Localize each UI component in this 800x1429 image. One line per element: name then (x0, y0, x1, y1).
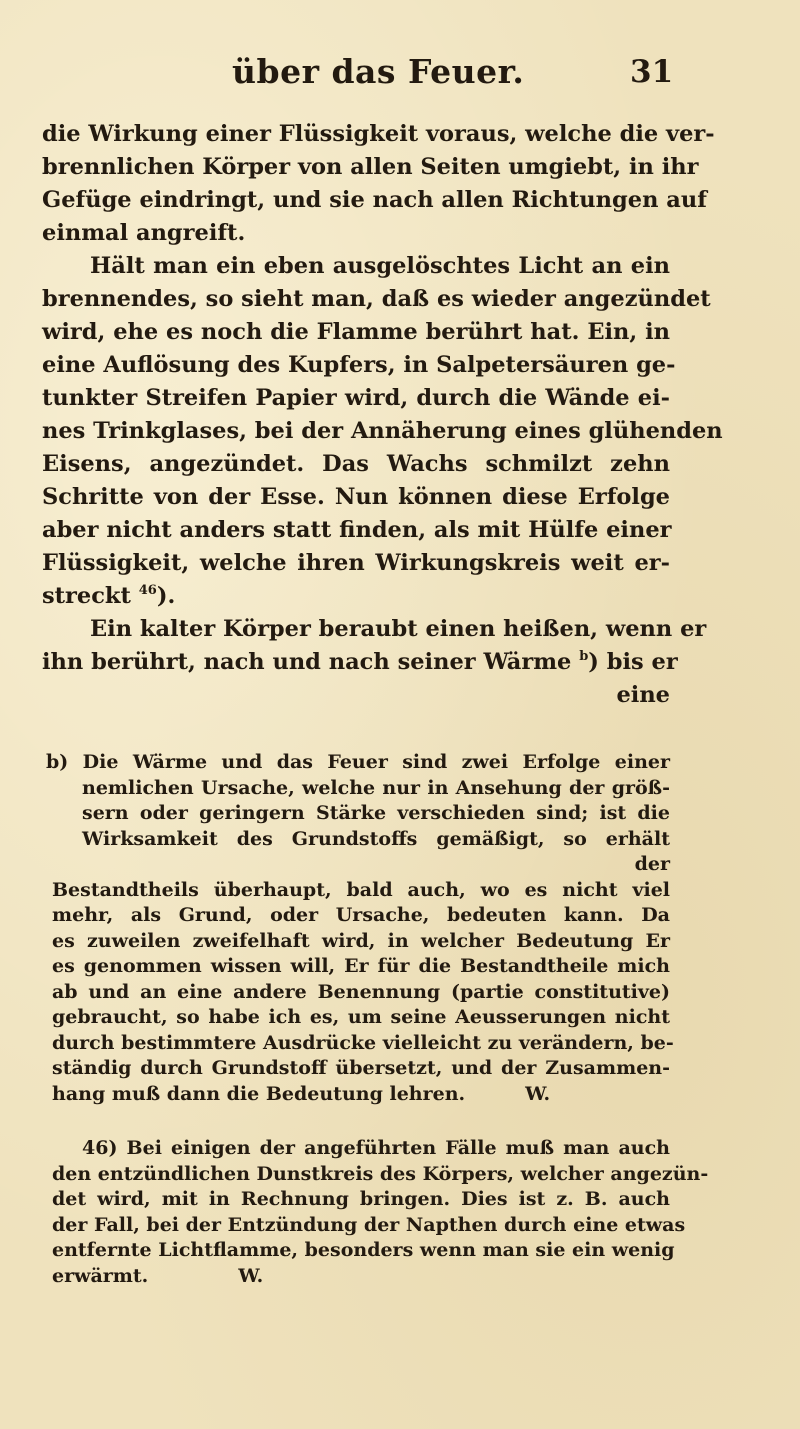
text-line: einmal angreift. (42, 220, 246, 246)
footnote-line: b) Die Wärme und das Feuer sind zwei Erfolge einer (46, 751, 670, 773)
text-line: Hält man ein eben ausgelöschtes Licht an ein (90, 253, 670, 279)
footnote-ref-b[interactable]: b (579, 649, 589, 664)
footnote-line: Wirksamkeit des Grundstoffs gemäßigt, so erhält (82, 827, 670, 850)
text-line: wird, ehe es noch die Flamme berührt hat. Ein, in (42, 319, 670, 345)
footnote-line (52, 1264, 670, 1290)
footnote-line: es zuweilen zweifelhaft wird, in welcher Bedeutung Er (52, 929, 670, 952)
footnote-b (46, 750, 674, 1107)
text-line: brennendes, so sieht man, daß es wieder angezündet (42, 286, 711, 312)
text-line: nes Trinkglases, bei der Annäherung eines glühenden (42, 418, 723, 444)
footnote-line: den entzündlichen Dunstkreis des Körpers, welcher angezün- (52, 1162, 709, 1185)
catchword: eine (616, 682, 670, 708)
text-fragment: hang muß dann die Bedeutung lehren. (52, 1082, 466, 1105)
footnote-line: ständig durch Grundstoff übersetzt, und der Zusammen- (52, 1057, 670, 1079)
page-number: 31 (630, 54, 674, 90)
text-line: Gefüge eindringt, und sie nach allen Richtungen auf (42, 187, 707, 213)
text-fragment: bis er (606, 649, 678, 675)
text-line (42, 646, 678, 679)
footnote-line: es genommen wissen will, Er für die Bestandtheile mich (52, 955, 670, 977)
text-fragment: ) (588, 649, 599, 675)
text-line: aber nicht anders statt finden, als mit Hülfe einer (42, 517, 672, 543)
footnote-line: ab und an eine andere Benennung (partie constitutive) (52, 980, 670, 1003)
text-fragment: streckt (42, 583, 131, 609)
footnote-line: nemlichen Ursache, welche nur in Ansehung der größ- (82, 776, 670, 799)
running-head (0, 52, 800, 92)
footnote-line: gebraucht, so habe ich es, um seine Aeusserungen nicht (52, 1006, 670, 1028)
translator-signature: W. (525, 1082, 551, 1105)
text-line: tunkter Streifen Papier wird, durch die Wände ei- (42, 385, 670, 411)
text-fragment: ). (156, 583, 176, 609)
footnote-line: mehr, als Grund, oder Ursache, bedeuten kann. Da (52, 904, 670, 926)
footnote-line: det wird, mit in Rechnung bringen. Dies ist z. B. auch (52, 1188, 670, 1210)
footnote-line: durch bestimmtere Ausdrücke vielleicht zu verändern, be- (52, 1031, 674, 1054)
text-line: die Wirkung einer Flüssigkeit voraus, welche die ver- (42, 121, 715, 147)
text-line: Ein kalter Körper beraubt einen heißen, wenn er (90, 616, 707, 642)
text-line (42, 580, 670, 613)
text-line: brennlichen Körper von allen Seiten umgiebt, in ihr (42, 154, 699, 180)
main-text (42, 118, 723, 712)
running-title: über das Feuer. (232, 52, 525, 91)
text-fragment: ihn berührt, nach und nach seiner Wärme (42, 649, 572, 675)
text-fragment: erwärmt. (52, 1264, 149, 1287)
footnote-line (52, 1082, 670, 1108)
footnote-line: 46) Bei einigen der angeführten Fälle muß man auch (82, 1137, 670, 1159)
text-line: Schritte von der Esse. Nun können diese Erfolge (42, 484, 670, 510)
catchword: der (634, 853, 670, 875)
footnote-46 (52, 1136, 709, 1289)
footnote-line: sern oder geringern Stärke verschieden sind; ist die (82, 802, 670, 824)
text-line: Flüssigkeit, welche ihren Wirkungskreis weit er- (42, 550, 670, 576)
footnote-line: der Fall, bei der Entzündung der Napthen durch eine etwas (52, 1213, 686, 1236)
translator-signature: W. (238, 1264, 264, 1287)
footnote-ref-46[interactable]: 46 (138, 583, 157, 598)
footnote-line: Bestandtheils überhaupt, bald auch, wo es nicht viel (52, 878, 670, 901)
text-line: Eisens, angezündet. Das Wachs schmilzt zehn (42, 451, 670, 477)
footnote-line: entfernte Lichtflamme, besonders wenn man sie ein wenig (52, 1239, 675, 1261)
text-line: eine Auflösung des Kupfers, in Salpetersäuren ge- (42, 352, 676, 378)
